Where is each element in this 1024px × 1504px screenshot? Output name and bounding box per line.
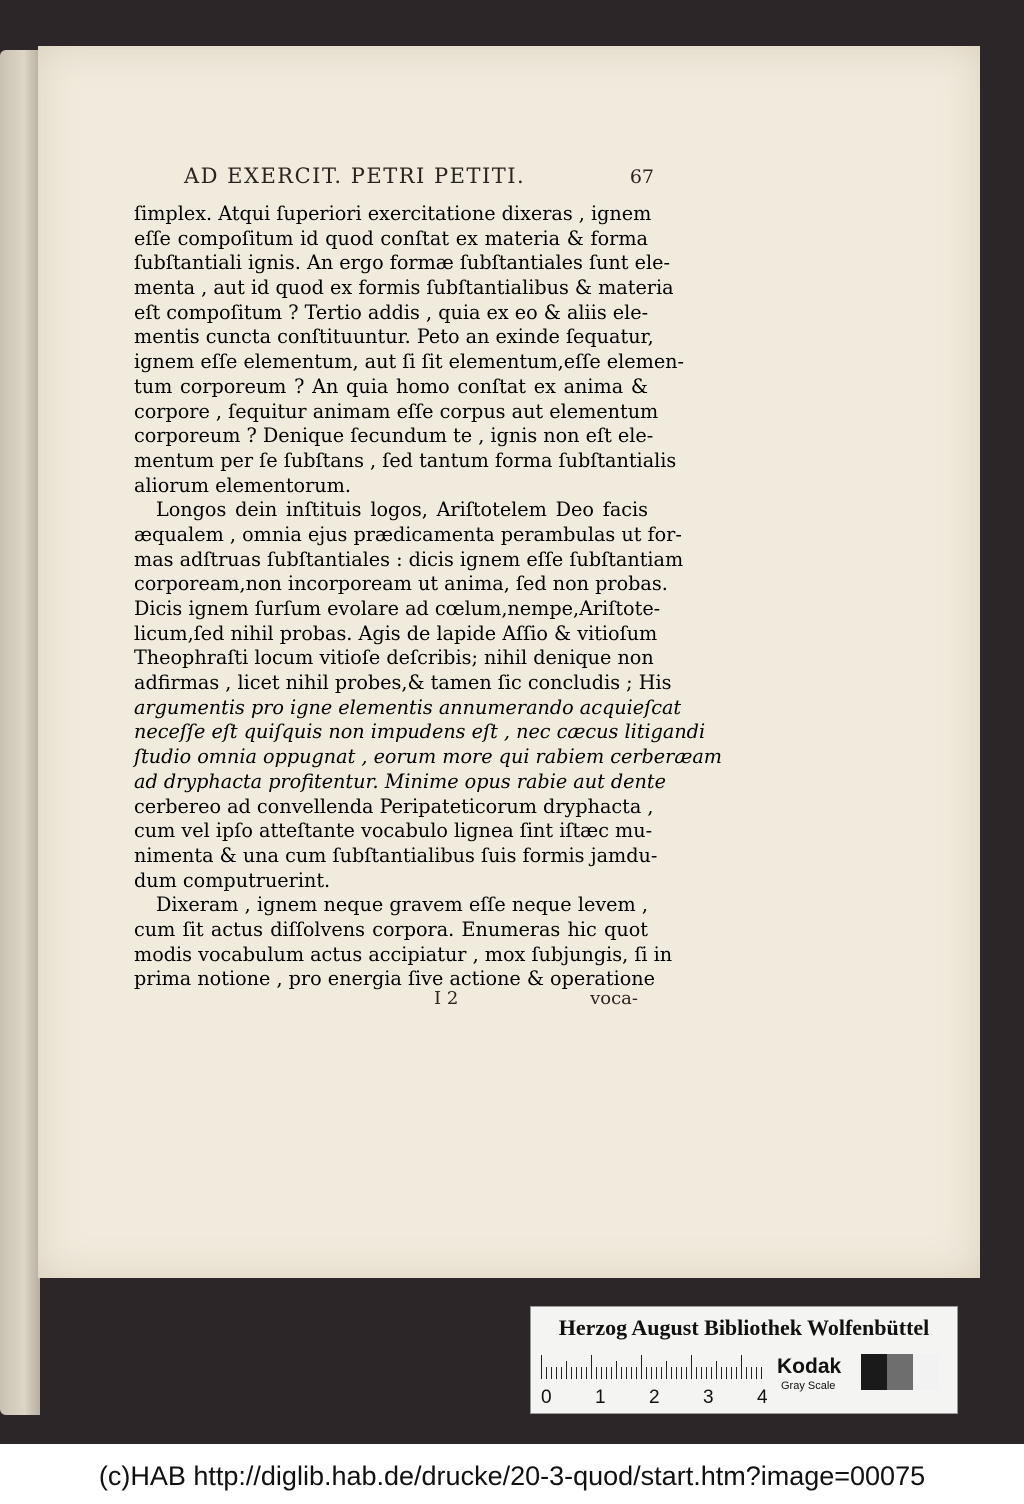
ruler-tick <box>636 1367 637 1379</box>
ruler-tick <box>711 1367 712 1379</box>
gray-swatch <box>861 1354 887 1390</box>
ruler-tick <box>576 1367 577 1379</box>
text-line: tum corporeum ? An quia homo conſtat ex anima & <box>134 374 648 398</box>
ruler-tick <box>641 1355 642 1379</box>
text-line: ſimplex. Atqui ſuperiori exercitatione dixeras , ignem <box>134 202 652 225</box>
kodak-logo: Kodak <box>777 1355 842 1378</box>
ruler-tick <box>756 1367 757 1379</box>
catchword: voca- <box>590 988 638 1009</box>
ruler-tick <box>596 1367 597 1379</box>
running-head-title: AD EXERCIT. PETRI PETITI. <box>184 164 526 188</box>
text-line: cum vel ipſo atteſtante vocabulo lignea ſint iſtæc mu- <box>134 819 653 843</box>
ruler-tick <box>566 1361 567 1379</box>
source-url-caption: (c)HAB http://diglib.hab.de/drucke/20-3-quod/start.htm?image=00075 <box>0 1448 1024 1504</box>
text-line: mentum per ſe ſubſtans , ſed tantum forma ſubſtantialis <box>134 448 677 472</box>
text-line: Theophraſti locum vitioſe deſcribis; nihil denique non <box>134 646 654 670</box>
ruler-tick <box>741 1355 742 1379</box>
text-line: ſtudio omnia oppugnat , eorum more qui rabiem cerberæam <box>134 745 722 769</box>
ruler-number: 1 <box>595 1387 606 1408</box>
ruler-tick <box>706 1367 707 1379</box>
ruler-tick <box>601 1367 602 1379</box>
text-line: ad dryphacta profitentur. Minime opus rabie aut dente <box>134 769 666 793</box>
signature-mark: I 2 <box>434 988 459 1009</box>
body-text <box>134 202 722 992</box>
ruler-tick <box>736 1367 737 1379</box>
previous-page-edge <box>0 50 40 1415</box>
ruler-numbers <box>541 1387 781 1409</box>
ruler-tick <box>611 1367 612 1379</box>
ruler-tick <box>656 1367 657 1379</box>
ruler-tick <box>556 1367 557 1379</box>
ruler-tick <box>731 1367 732 1379</box>
text-line: corpoream,non incorpoream ut anima, ſed non probas. <box>134 572 668 596</box>
ruler-tick <box>561 1367 562 1379</box>
gray-swatch <box>887 1354 913 1390</box>
text-line: mentis cuncta conſtituuntur. Peto an exinde ſequatur, <box>134 325 654 349</box>
text-line: nimenta & una cum ſubſtantialibus ſuis formis jamdu- <box>134 843 658 867</box>
running-head <box>154 164 654 194</box>
ruler-tick <box>551 1367 552 1379</box>
ruler-tick <box>746 1367 747 1379</box>
ruler-number: 4 <box>757 1387 768 1408</box>
ruler-number: 2 <box>649 1387 660 1408</box>
ruler-tick <box>716 1361 717 1379</box>
text-line: argumentis pro igne elementis annumerando acquieſcat <box>134 695 682 719</box>
ruler-tick <box>581 1367 582 1379</box>
ruler-tick <box>621 1367 622 1379</box>
text-line: corpore , ſequitur animam eſſe corpus aut elementum <box>134 399 659 423</box>
text-line: æqualem , omnia ejus prædicamenta perambulas ut for- <box>134 522 682 546</box>
ruler-tick <box>751 1367 752 1379</box>
text-line: corporeum ? Denique ſecundum te , ignis non eſt ele- <box>134 424 654 448</box>
ruler-tick <box>606 1367 607 1379</box>
text-line: Longos dein inſtituis logos, Ariſtotelem Deo facis <box>156 498 648 522</box>
book-page <box>38 46 980 1278</box>
ruler-tick <box>696 1367 697 1379</box>
ruler-tick <box>661 1367 662 1379</box>
ruler-number: 0 <box>541 1387 552 1408</box>
text-line: eſſe compoſitum id quod conſtat ex materia & forma <box>134 226 648 250</box>
ruler-tick <box>681 1367 682 1379</box>
ruler-tick <box>691 1355 692 1379</box>
color-target-card <box>530 1306 958 1414</box>
ruler-tick <box>646 1367 647 1379</box>
paragraph <box>134 498 722 893</box>
paragraph <box>134 202 685 498</box>
text-line: ſubſtantiali ignis. An ergo formæ ſubſtantiales ſunt ele- <box>134 251 670 275</box>
page-number: 67 <box>629 166 654 188</box>
text-line: ignem eſſe elementum, aut ſi ſit elementum,eſſe elemen- <box>134 350 685 374</box>
ruler-tick <box>541 1355 542 1379</box>
ruler-tick <box>626 1367 627 1379</box>
text-line: modis vocabulum actus accipiatur , mox ſubjungis, ſi in <box>134 942 673 966</box>
text-line: Dixeram , ignem neque gravem eſſe neque levem , <box>156 893 648 917</box>
text-line: menta , aut id quod ex formis ſubſtantialibus & materia <box>134 276 674 300</box>
text-line: cerbereo ad convellenda Peripateticorum dryphacta , <box>134 794 654 818</box>
ruler-tick <box>676 1367 677 1379</box>
ruler-tick <box>701 1367 702 1379</box>
ruler-tick <box>586 1367 587 1379</box>
text-line: aliorum elementorum. <box>134 473 351 497</box>
gray-scale-swatches <box>861 1354 939 1390</box>
measurement-ruler <box>541 1355 763 1379</box>
text-line: neceſſe eſt quiſquis non impudens eſt , nec cæcus litigandi <box>134 720 706 744</box>
ruler-tick <box>671 1367 672 1379</box>
text-line: Dicis ignem ſurſum evolare ad cœlum,nempe,Ariſtote- <box>134 597 661 620</box>
text-line: cum ſit actus diſſolvens corpora. Enumeras hic quot <box>134 917 648 941</box>
text-line: eſt compoſitum ? Tertio addis , quia ex eo & aliis ele- <box>134 300 649 324</box>
page-footer <box>134 988 648 1014</box>
ruler-tick <box>591 1355 592 1379</box>
text-line: dum computruerint. <box>134 868 331 892</box>
ruler-tick <box>651 1367 652 1379</box>
ruler-tick <box>666 1361 667 1379</box>
ruler-tick <box>726 1367 727 1379</box>
gray-swatch <box>913 1354 939 1390</box>
ruler-tick <box>631 1367 632 1379</box>
ruler-tick <box>686 1367 687 1379</box>
text-line: prima notione , pro energia ſive actione & operatione <box>134 967 655 991</box>
ruler-tick <box>616 1361 617 1379</box>
text-line: mas adſtruas ſubſtantiales : dicis ignem eſſe ſubſtantiam <box>134 547 684 571</box>
ruler-tick <box>761 1367 762 1379</box>
text-line: licum,ſed nihil probas. Agis de lapide Aſſio & vitioſum <box>134 621 658 645</box>
text-line: adfirmas , licet nihil probes,& tamen ſic concludis ; His <box>134 671 672 695</box>
paragraph <box>134 893 673 992</box>
ruler-tick <box>571 1367 572 1379</box>
ruler-tick <box>546 1367 547 1379</box>
ruler-number: 3 <box>703 1387 714 1408</box>
gray-scale-label: Gray Scale <box>781 1380 836 1392</box>
ruler-tick <box>721 1367 722 1379</box>
library-name: Herzog August Bibliothek Wolfenbüttel <box>558 1315 930 1340</box>
